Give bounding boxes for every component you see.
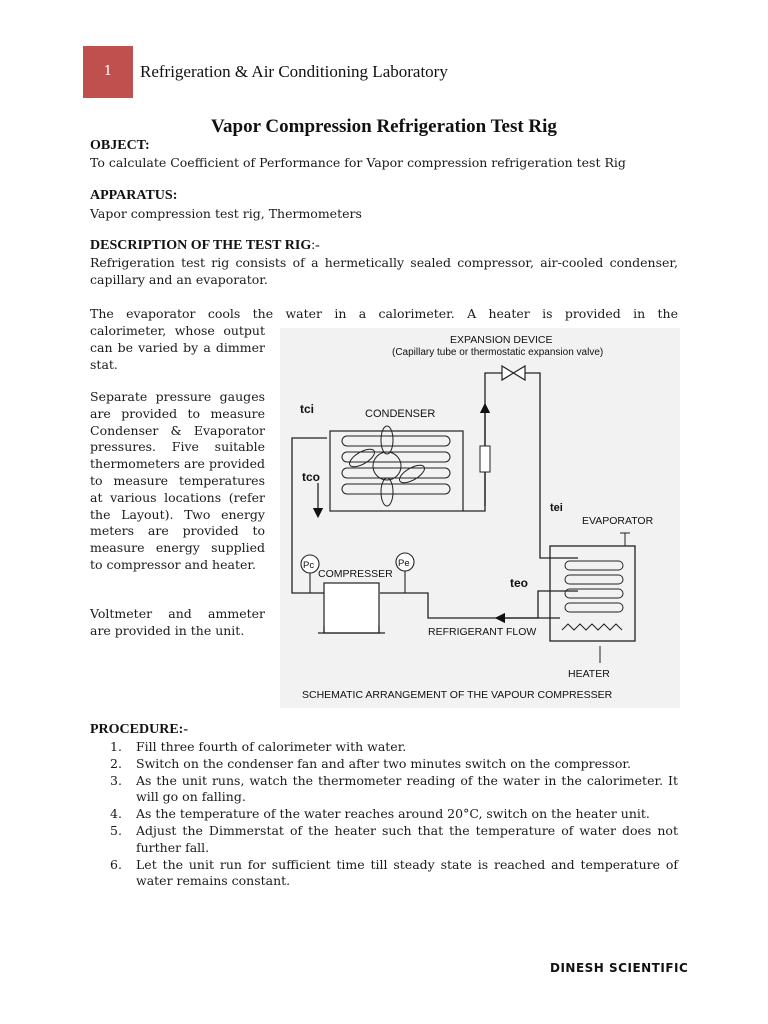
diagram-caption: SCHEMATIC ARRANGEMENT OF THE VAPOUR COMPRESSER	[302, 689, 613, 701]
object-heading: OBJECT:	[90, 138, 150, 153]
procedure-step	[110, 773, 678, 807]
page-number-badge: 1	[83, 46, 133, 98]
step-number: 6.	[110, 856, 122, 872]
header-title: Refrigeration & Air Conditioning Laboratory	[140, 62, 448, 81]
procedure-heading: PROCEDURE:-	[90, 722, 188, 737]
expansion-device-label: EXPANSION DEVICE	[450, 334, 553, 346]
refrigerant-flow-label: REFRIGERANT FLOW	[428, 626, 537, 638]
apparatus-heading: APPARATUS:	[90, 188, 178, 203]
step-text: Let the unit run for sufficient time till steady state is reached and temperature of water remains constant.	[136, 856, 678, 889]
evaporator-label: EVAPORATOR	[582, 515, 654, 527]
procedure-step	[110, 823, 678, 857]
step-text: Switch on the condenser fan and after two minutes switch on the compressor.	[136, 755, 631, 771]
description-side-para2: Separate pressure gauges are provided to measure Condenser & Evaporator pressures. Five suitable thermometers are provided to measure temperatures at various locations (refer the Layout). Two energy meters are provided to measure energy supplied to compressor and heater.	[90, 389, 265, 572]
footer-brand: DINESH SCIENTIFIC	[550, 961, 689, 975]
description-para1: Refrigeration test rig consists of a hermetically sealed compressor, air-cooled condenser, capillary and an evaporator.	[90, 255, 678, 287]
tei-label: tei	[550, 502, 563, 514]
pe-label: Pe	[398, 558, 410, 569]
step-number: 5.	[110, 822, 122, 838]
procedure-step	[110, 739, 678, 756]
object-text: To calculate Coefficient of Performance for Vapor compression refrigeration test Rig	[90, 155, 626, 170]
compressor-box	[324, 583, 379, 633]
step-text: Fill three fourth of calorimeter with water.	[136, 739, 407, 754]
procedure-step	[110, 756, 678, 773]
description-heading-text: DESCRIPTION OF THE TEST RIG	[90, 238, 312, 253]
step-number: 4.	[110, 806, 122, 822]
apparatus-text: Vapor compression test rig, Thermometers	[90, 206, 362, 221]
expansion-device-note: (Capillary tube or thermostatic expansion valve)	[392, 347, 604, 358]
description-para2-line: The evaporator cools the water in a calorimeter. A heater is provided in the	[90, 306, 678, 321]
step-text: As the unit runs, watch the thermometer reading of the water in the calorimeter. It will go on falling.	[136, 772, 678, 805]
step-text: As the temperature of the water reaches around 20°C, switch on the heater unit.	[136, 806, 650, 822]
description-side-para1: calorimeter, whose output can be varied by a dimmer stat.	[90, 323, 265, 372]
description-side-para3: Voltmeter and ammeter are provided in the unit.	[90, 606, 265, 638]
step-number: 1.	[110, 739, 122, 754]
teo-label: teo	[510, 576, 528, 590]
description-heading-suffix: :-	[311, 238, 320, 253]
heater-label: HEATER	[568, 668, 610, 680]
schematic-diagram	[280, 328, 680, 708]
procedure-step	[110, 806, 678, 823]
tci-label: tci	[300, 402, 315, 416]
step-text: Adjust the Dimmerstat of the heater such that the temperature of water does not further fall.	[136, 822, 678, 855]
document-title: Vapor Compression Refrigeration Test Rig	[211, 116, 557, 137]
tco-label: tco	[302, 470, 320, 484]
compressor-label: COMPRESSER	[318, 568, 393, 580]
procedure-list	[110, 739, 678, 890]
step-number: 3.	[110, 772, 122, 788]
procedure-step	[110, 857, 678, 891]
pc-label: Pc	[303, 560, 315, 571]
description-heading	[90, 238, 320, 254]
step-number: 2.	[110, 755, 122, 771]
condenser-label: CONDENSER	[365, 408, 436, 420]
sight-glass	[480, 446, 490, 472]
